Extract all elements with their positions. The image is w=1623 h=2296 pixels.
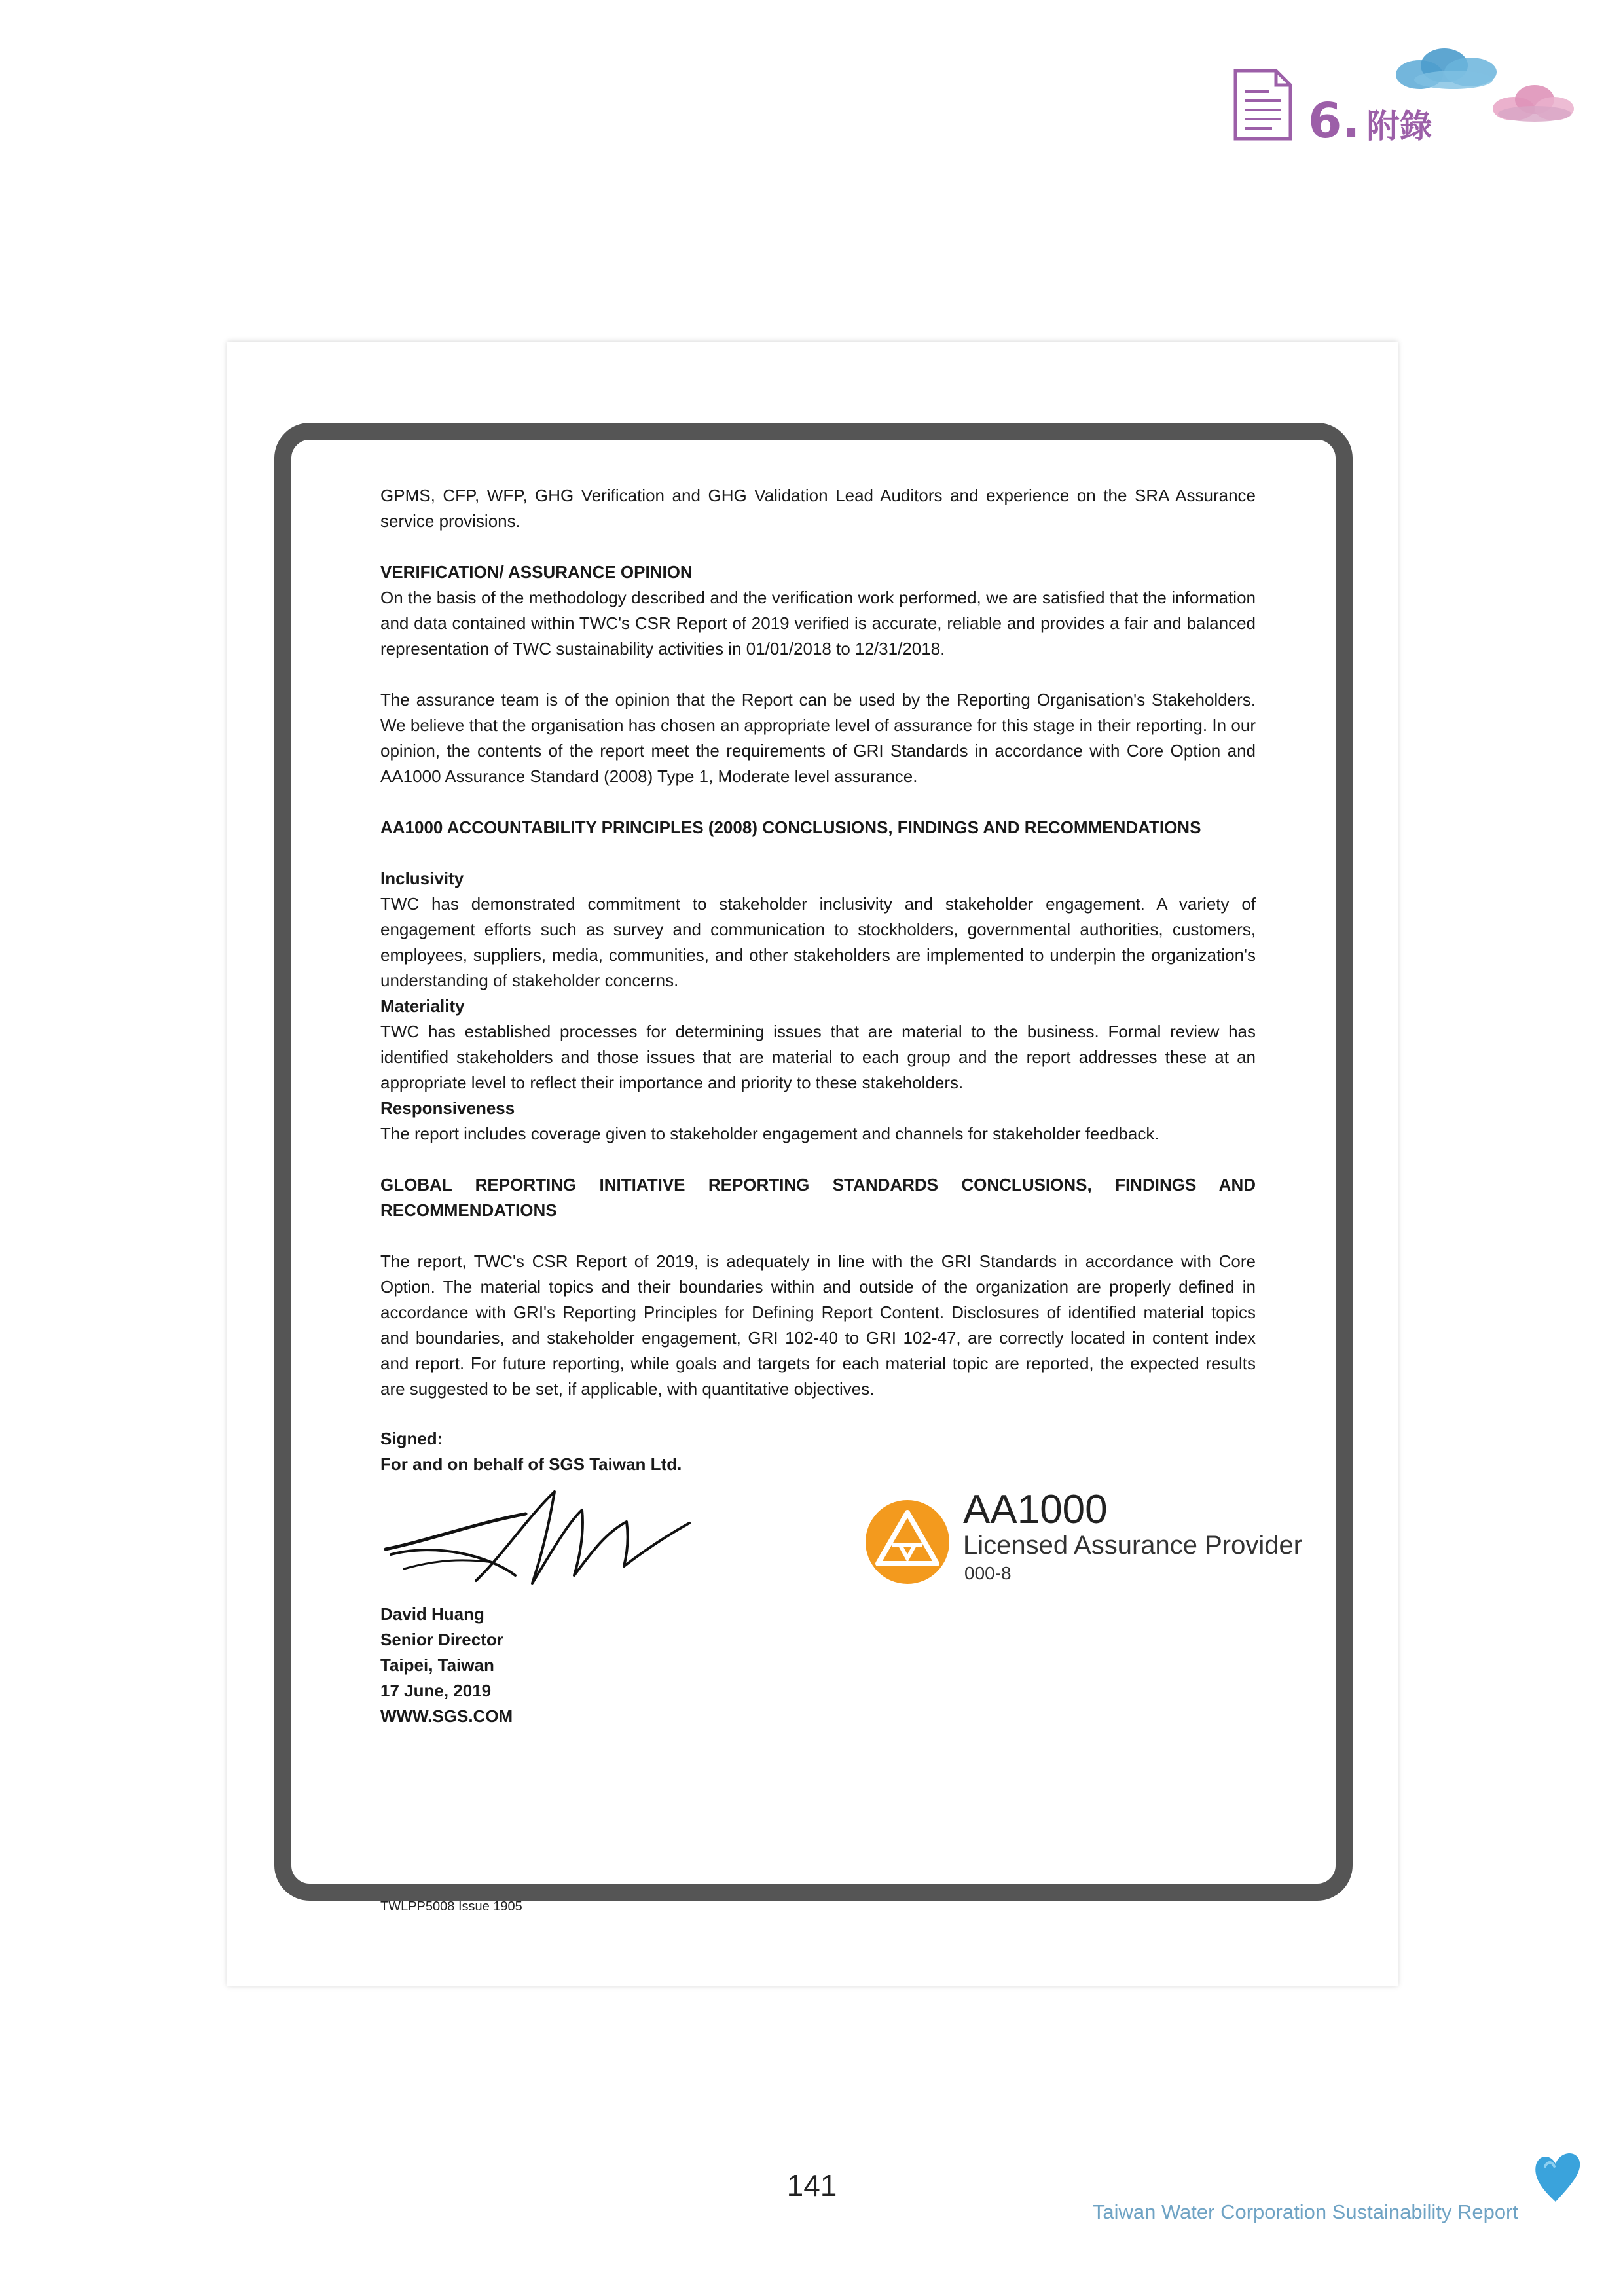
responsiveness-heading: Responsiveness [380, 1098, 515, 1118]
signer-block [380, 1602, 513, 1729]
heart-icon [1529, 2147, 1583, 2206]
opinion-paragraph-2: The assurance team is of the opinion that the Report can be used by the Reporting Organisation's Stakeholders. We believe that the organisation has chosen an appropriate level of assurance for this stage in their reporting. In our opinion, the contents of the report meet the requirements of GRI Standards in accordance with Core Option and AA1000 Assurance Standard (2008) Type 1, Moderate level assurance. [380, 690, 1256, 786]
signer-website: WWW.SGS.COM [380, 1706, 513, 1726]
responsiveness-paragraph: The report includes coverage given to stakeholder engagement and channels for stakeholder feedback. [380, 1124, 1159, 1143]
signer-location: Taipei, Taiwan [380, 1655, 494, 1675]
cloud-pink-icon [1489, 80, 1577, 127]
aa-badge-title: AA1000 [963, 1487, 1108, 1532]
aa-badge-code: 000-8 [964, 1563, 1012, 1583]
cloud-blue-icon [1393, 45, 1503, 94]
inclusivity-heading: Inclusivity [380, 869, 464, 888]
statement-body [380, 483, 1256, 1402]
gri-paragraph: The report, TWC's CSR Report of 2019, is adequately in line with the GRI Standards in accordance with Core Option. The material topics and their boundaries within and outside of the organization are properly defined in accordance with GRI's Reporting Principles for Defining Report Content. Disclosures of identified material topics and boundaries, and stakeholder engagement, GRI 102-40 to GRI 102-47, are correctly located in content index and report. For future reporting, while goals and targets for each material topic are reported, the expected results are suggested to be set, if applicable, with quantitative objectives. [380, 1251, 1256, 1399]
section-label: 附錄 [1366, 107, 1432, 145]
section-title [1308, 93, 1432, 149]
form-code: TWLPP5008 Issue 1905 [380, 1899, 522, 1914]
document-icon [1233, 68, 1293, 141]
opinion-heading: VERIFICATION/ ASSURANCE OPINION [380, 562, 693, 582]
inclusivity-paragraph: TWC has demonstrated commitment to stakeholder inclusivity and stakeholder engagement. A variety of engagement efforts such as survey and communication to stockholders, governmental authorities, customers, employees, suppliers, media, communities, and other stakeholders are implemented to underpin the organization's understanding of stakeholder concerns. [380, 894, 1256, 990]
signer-title: Senior Director [380, 1630, 503, 1649]
materiality-heading: Materiality [380, 996, 465, 1016]
scanned-statement [227, 342, 1398, 1986]
aa1000-heading: AA1000 ACCOUNTABILITY PRINCIPLES (2008) CONCLUSIONS, FINDINGS AND RECOMMENDATIONS [380, 817, 1201, 837]
behalf-line: For and on behalf of SGS Taiwan Ltd. [380, 1454, 682, 1474]
signer-name: David Huang [380, 1604, 484, 1624]
section-number: 6. [1308, 93, 1360, 149]
aa-badge-subtitle: Licensed Assurance Provider [963, 1531, 1303, 1560]
signed-label: Signed: [380, 1429, 443, 1448]
opinion-paragraph-1: On the basis of the methodology described and the verification work performed, we are satisfied that the information and data contained within TWC's CSR Report of 2019 verified is accurate, reliable and provides a fair and balanced representation of TWC sustainability activities in 01/01/2018 to 12/31/2018. [380, 588, 1256, 658]
materiality-paragraph: TWC has established processes for determining issues that are material to the business. Formal review has identified stakeholders and those issues that are material to each group and the report addresses these at an appropriate level to reflect their importance and priority to these stakeholders. [380, 1022, 1256, 1092]
page-number: 141 [786, 2168, 837, 2202]
intro-paragraph: GPMS, CFP, WFP, GHG Verification and GHG Validation Lead Auditors and experience on the SRA Assurance service provisions. [380, 486, 1256, 531]
signed-block [380, 1426, 682, 1477]
gri-heading: GLOBAL REPORTING INITIATIVE REPORTING STANDARDS CONCLUSIONS, FINDINGS AND RECOMMENDATIONS [380, 1175, 1256, 1220]
report-title: Taiwan Water Corporation Sustainability Report [1092, 2200, 1518, 2223]
aa1000-logo-icon [864, 1498, 951, 1586]
signature-icon [378, 1477, 692, 1595]
signer-date: 17 June, 2019 [380, 1681, 492, 1700]
